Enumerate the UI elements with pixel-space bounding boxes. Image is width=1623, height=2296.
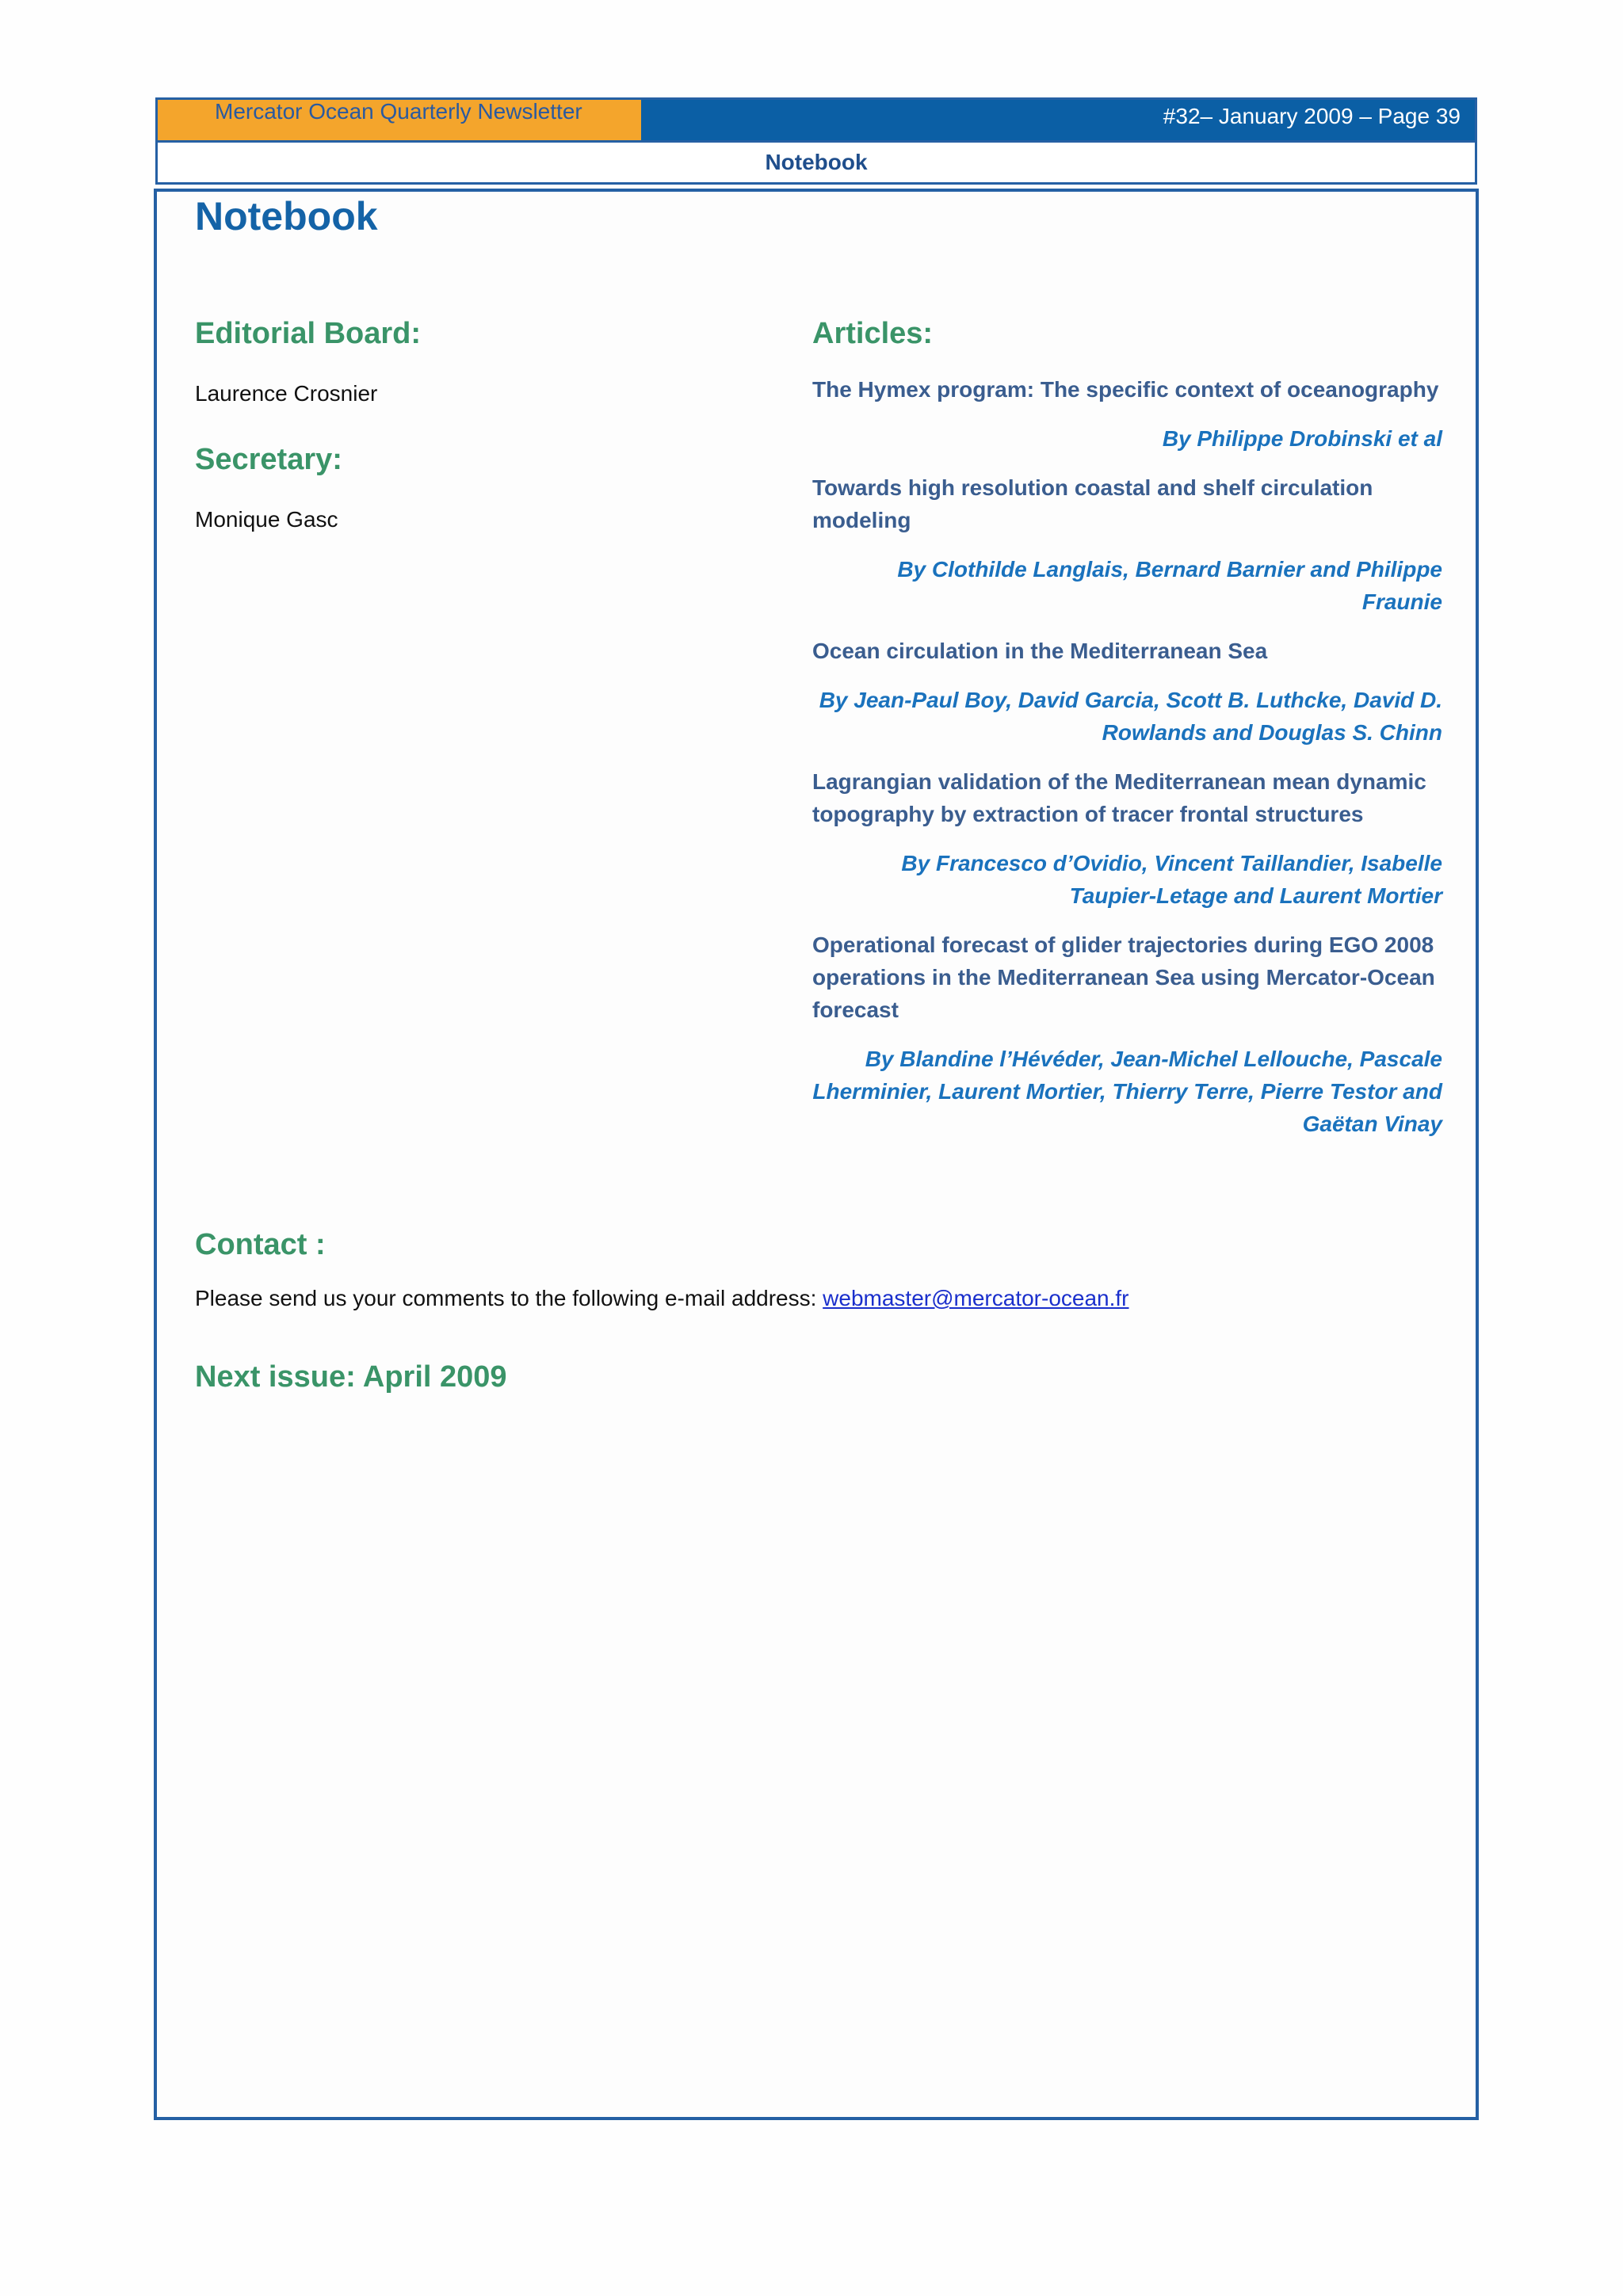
articles-heading: Articles: <box>812 317 934 350</box>
article-title: Ocean circulation in the Mediterranean Sea <box>812 639 1268 663</box>
page-title: Notebook <box>195 194 378 238</box>
issue-page-info: #32– January 2009 – Page 39 <box>1163 104 1461 128</box>
next-issue-heading: Next issue: April 2009 <box>195 1360 507 1394</box>
article-author: By Blandine l’Hévéder, Jean-Michel Lellouche, Pascale Lherminier, Laurent Mortier, Thierry Terre, Pierre Testor and Gaëtan Vinay <box>812 1047 1442 1136</box>
article-author: By Francesco d’Ovidio, Vincent Taillandier, Isabelle Taupier-Letage and Laurent Mortier <box>901 851 1442 908</box>
article-title: Towards high resolution coastal and shelf circulation modeling <box>812 475 1373 532</box>
section-title-bar: Notebook <box>155 140 1477 185</box>
left-column <box>195 317 750 532</box>
editorial-board-heading: Editorial Board: <box>195 317 422 350</box>
article-author: By Jean-Paul Boy, David Garcia, Scott B. Luthcke, David D. Rowlands and Douglas S. Chinn <box>819 688 1442 745</box>
contact-section <box>195 1228 1431 1394</box>
newsletter-header <box>155 97 1477 140</box>
secretary-heading: Secretary: <box>195 443 342 476</box>
newsletter-name: Mercator Ocean Quarterly Newsletter <box>158 100 641 140</box>
contact-text <box>195 1286 1431 1311</box>
article-title: Lagrangian validation of the Mediterranean mean dynamic topography by extraction of tracer frontal structures <box>812 769 1426 826</box>
article-title: Operational forecast of glider trajectories during EGO 2008 operations in the Mediterranean Sea using Mercator-Ocean forecast <box>812 933 1435 1022</box>
article-title: The Hymex program: The specific context of oceanography <box>812 377 1439 402</box>
article-author: By Philippe Drobinski et al <box>1162 426 1442 451</box>
articles-list <box>812 373 1442 1140</box>
editorial-board-name: Laurence Crosnier <box>195 381 378 406</box>
right-column <box>812 317 1442 1157</box>
secretary-name: Monique Gasc <box>195 507 338 532</box>
contact-heading: Contact : <box>195 1228 326 1261</box>
email-link[interactable]: webmaster@mercator-ocean.fr <box>823 1286 1129 1310</box>
contact-message: Please send us your comments to the following e-mail address: <box>195 1286 823 1310</box>
article-author: By Clothilde Langlais, Bernard Barnier and Philippe Fraunie <box>897 557 1442 614</box>
